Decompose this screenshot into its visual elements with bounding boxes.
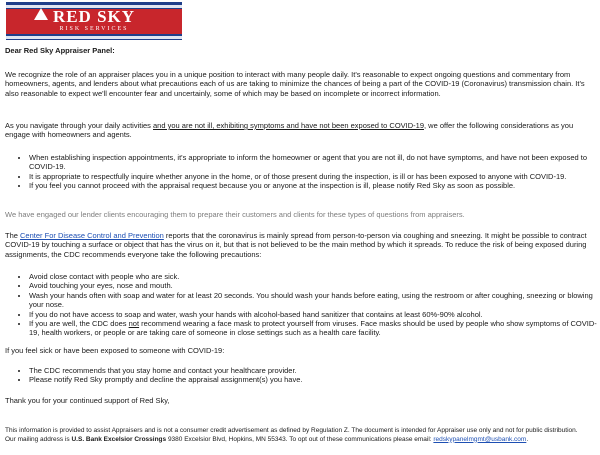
logo-tagline: RISK SERVICES <box>59 26 129 32</box>
greeting: Dear Red Sky Appraiser Panel: <box>5 46 115 55</box>
logo-name: RED SKY <box>52 7 136 26</box>
list-item: • The CDC recommends that you stay home and contact your healthcare provider. <box>29 366 600 375</box>
red-sky-logo <box>6 2 182 40</box>
list-item: • Avoid touching your eyes, nose and mouth. <box>29 281 600 290</box>
footer-email-link[interactable]: redskypanelmgmt@usbank.com <box>433 435 527 443</box>
list-item: • If you do not have access to soap and water, wash your hands with alcohol-based hand sanitizer that contains at least 60%-90% alcohol. <box>29 310 600 319</box>
considerations-list <box>18 153 600 191</box>
list-item: • Avoid close contact with people who are sick. <box>29 272 600 281</box>
cdc-paragraph: The Center For Disease Control and Prevention reports that the coronavirus is mainly spread from person-to-person via coughing and sneezing. It might be possible to contract COVID-19 by touching a surface or object that has the virus on it, but that is not believed to be the main method by which it spreads. To reduce the risk of being exposed during assignments, the CDC recommends everyone take the following precautions: <box>5 231 587 259</box>
precautions-list <box>18 272 600 338</box>
logo-band-bottom <box>6 36 182 39</box>
sick-list <box>18 366 600 385</box>
considerations-paragraph: As you navigate through your daily activities and you are not ill, exhibiting symptoms and have not been exposed to COVID-19, we offer the following considerations as you engage with homeowners and agents. <box>5 121 574 140</box>
list-item: • When establishing inspection appointments, it's appropriate to inform the homeowner or agent that you are not ill, do not have symptoms, and have not been exposed to COVID-19. <box>29 153 600 172</box>
list-item: • If you are well, the CDC does not recommend wearing a face mask to protect yourself from viruses. Face masks should be used by people who show symptoms of COVID-19, health workers, or people or are taking care of someone in close settings such as a health care facility. <box>29 319 600 338</box>
sick-lead: If you feel sick or have been exposed to someone with COVID-19: <box>5 346 225 355</box>
list-item: • Please notify Red Sky promptly and decline the appraisal assignment(s) you have. <box>29 375 600 384</box>
considerations-emphasis: and you are not ill, exhibiting symptoms and have not been exposed to COVID-19 <box>153 121 424 130</box>
footer-address: Our mailing address is U.S. Bank Excelsior Crossings 9380 Excelsior Blvd, Hopkins, MN 55343. To opt out of these communications please email: redskypanelmgmt@usbank.com. <box>5 435 529 443</box>
cdc-link[interactable]: Center For Disease Control and Prevention <box>20 231 164 240</box>
closing: Thank you for your continued support of Red Sky, <box>5 396 170 405</box>
list-item: • Wash your hands often with soap and water for at least 20 seconds. You should wash your hands before eating, using the restroom or after coughing, sneezing or blowing your nose. <box>29 291 600 310</box>
intro-paragraph: We recognize the role of an appraiser places you in a unique position to interact with many people daily. It's reasonable to expect ongoing questions and commentary from homeowners, agents, and lenders about what precautions each of us are taking to minimize the chances of being a part of the COVID-19 (Coronavirus) transmission chain. It's also reasonable to expect we'll encounter fear and uncertainly, some of which may be based on incomplete or incorrect information. <box>5 70 585 98</box>
footer <box>5 427 595 444</box>
lender-note: We have engaged our lender clients encouraging them to prepare their customers and clients for these types of questions from appraisers. <box>5 210 465 219</box>
footer-disclaimer: This information is provided to assist Appraisers and is not a consumer credit advertisement as defined by Regulation Z. The document is intended for Appraiser use only and not for public distribution. <box>5 427 578 434</box>
list-item: • It is appropriate to respectfully inquire whether anyone in the home, or of those present during the inspection, is ill or has been exposed to anyone with COVID-19. <box>29 172 600 181</box>
list-item: • If you feel you cannot proceed with the appraisal request because you or anyone at the inspection is ill, please notify Red Sky as soon as possible. <box>29 181 600 190</box>
